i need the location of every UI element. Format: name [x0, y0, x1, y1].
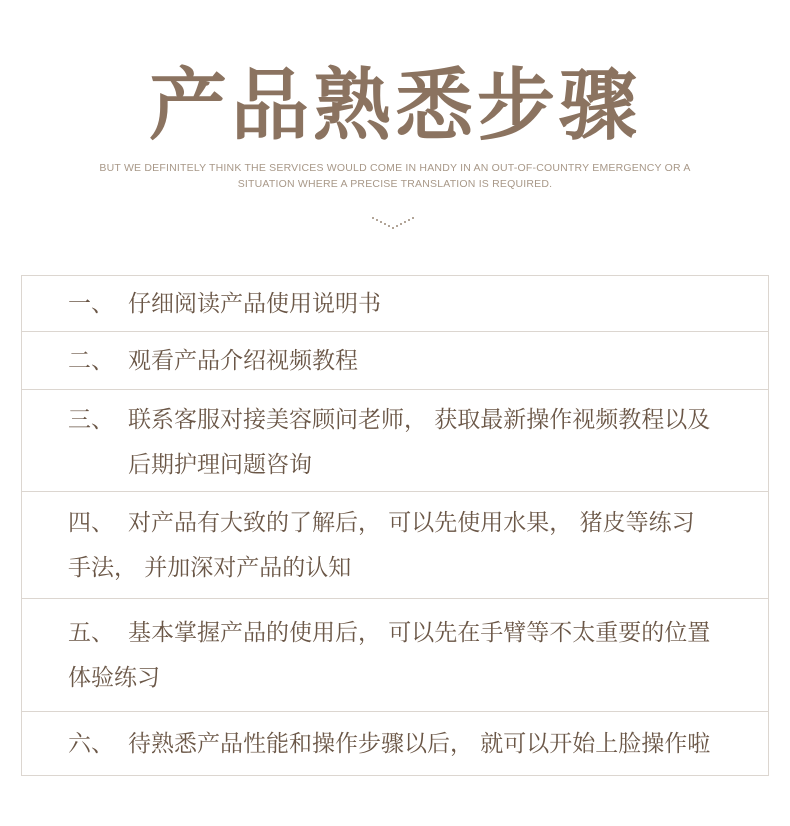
subtitle-line-2: SITUATION WHERE A PRECISE TRANSLATION IS REQUIRED. [237, 178, 553, 190]
step-text-continuation: 体验练习 [68, 665, 160, 691]
step-number: 四、 [68, 510, 114, 536]
step-item-6 [22, 712, 768, 776]
step-item-1 [22, 276, 768, 332]
step-text: 对产品有大致的了解后， 可以先使用水果， 猪皮等练习 [128, 510, 695, 536]
step-text-continuation: 后期护理问题咨询 [128, 452, 312, 478]
step-number: 二、 [68, 348, 114, 374]
step-text-continuation: 手法， 并加深对产品的认知 [68, 555, 352, 581]
step-text: 观看产品介绍视频教程 [128, 348, 358, 374]
step-item-5 [22, 599, 768, 712]
dotted-chevron-down-icon [371, 214, 417, 234]
step-number: 一、 [68, 291, 114, 317]
step-text: 联系客服对接美容顾问老师， 获取最新操作视频教程以及 [128, 407, 711, 433]
steps-list [21, 275, 769, 776]
step-text: 仔细阅读产品使用说明书 [128, 291, 381, 317]
step-text: 基本掌握产品的使用后， 可以先在手臂等不太重要的位置 [128, 620, 711, 646]
step-item-4 [22, 492, 768, 599]
step-number: 六、 [68, 731, 114, 757]
page-title: 产品熟悉步骤 [148, 61, 641, 151]
step-number: 五、 [68, 620, 114, 646]
step-number: 三、 [68, 407, 114, 433]
step-text: 待熟悉产品性能和操作步骤以后， 就可以开始上脸操作啦 [128, 731, 711, 757]
step-item-3 [22, 390, 768, 492]
page-subtitle [80, 160, 710, 192]
subtitle-line-1: BUT WE DEFINITELY THINK THE SERVICES WOULD COME IN HANDY IN AN OUT-OF-COUNTRY EMERGENCY OR A [99, 162, 691, 174]
step-item-2 [22, 332, 768, 390]
